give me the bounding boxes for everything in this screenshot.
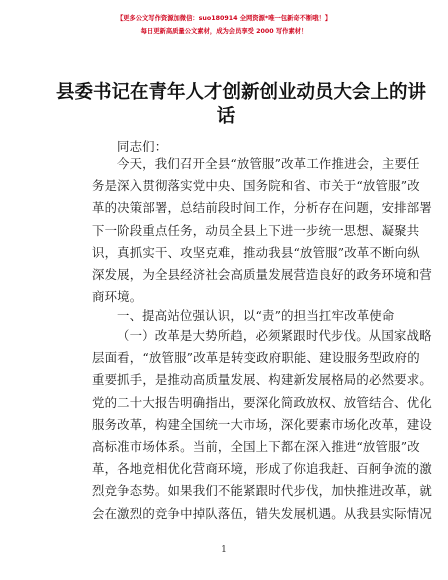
text-line: 识，真抓实干、攻坚克难，推动我县“放管服”改革不断向纵 <box>92 244 420 260</box>
promo-banner-line-1: 【更多公文写作资源加微信：suo180914 全网资源*唯一包新奇不断哦！】 <box>116 15 332 22</box>
text-line: 革的决策部署，总结前段时间工作，分析存在问题，安排部署 <box>92 200 432 216</box>
page-number: 1 <box>221 545 227 555</box>
text-line: 下一阶段重点任务，动员全县上下进一步统一思想、凝聚共 <box>92 222 420 238</box>
body-paragraph <box>92 325 432 525</box>
document-title-line-2: 话 <box>216 106 236 127</box>
promo-banner-line-2: 每日更新高质量公文素材，成为会员享受 2000 写作素材！ <box>140 28 308 35</box>
text-line: 革，各地竞相优化营商环境，形成了你追我赶、百舸争流的激 <box>92 461 432 477</box>
text-line: 重要抓手，是推动高质量发展、构建新发展格局的必然要求。 <box>92 372 432 388</box>
section-heading-1 <box>92 305 395 327</box>
text-line: 今天，我们召开全县“放管服”改革工作推进会，主要任 <box>117 156 420 171</box>
salutation-text: 同志们： <box>117 139 168 154</box>
text-line: 务是深入贯彻落实党中央、国务院和省、市关于“放管服”改 <box>92 178 420 194</box>
document-title-line-1: 县委书记在青年人才创新创业动员大会上的讲 <box>56 82 427 103</box>
text-line: 商环境。 <box>92 289 143 305</box>
section-heading-text: 一、提高站位强认识，以“责”的担当扛牢改革使命 <box>117 308 395 323</box>
text-line: 党的二十大报告明确指出，要深化简政放权、放管结合、优化 <box>92 394 432 410</box>
intro-paragraph <box>92 153 432 308</box>
text-line: 烈竞争态势。如果我们不能紧跟时代步伐，加快推进改革，就 <box>92 483 432 499</box>
text-line: 服务改革，构建全国统一大市场，深化要素市场化改革，建设 <box>92 416 432 432</box>
text-line: 深发展，为全县经济社会高质量发展营造良好的政务环境和营 <box>92 266 432 282</box>
text-line: 会在激烈的竞争中掉队落伍，错失发展机遇。从我县实际情况 <box>92 505 432 521</box>
text-line: 高标准市场体系。当前，全国上下都在深入推进“放管服”改 <box>92 438 420 454</box>
text-line: （一）改革是大势所趋，必须紧跟时代步伐。从国家战略 <box>117 328 432 343</box>
text-line: 层面看，“放管服”改革是转变政府职能、建设服务型政府的 <box>92 350 420 366</box>
